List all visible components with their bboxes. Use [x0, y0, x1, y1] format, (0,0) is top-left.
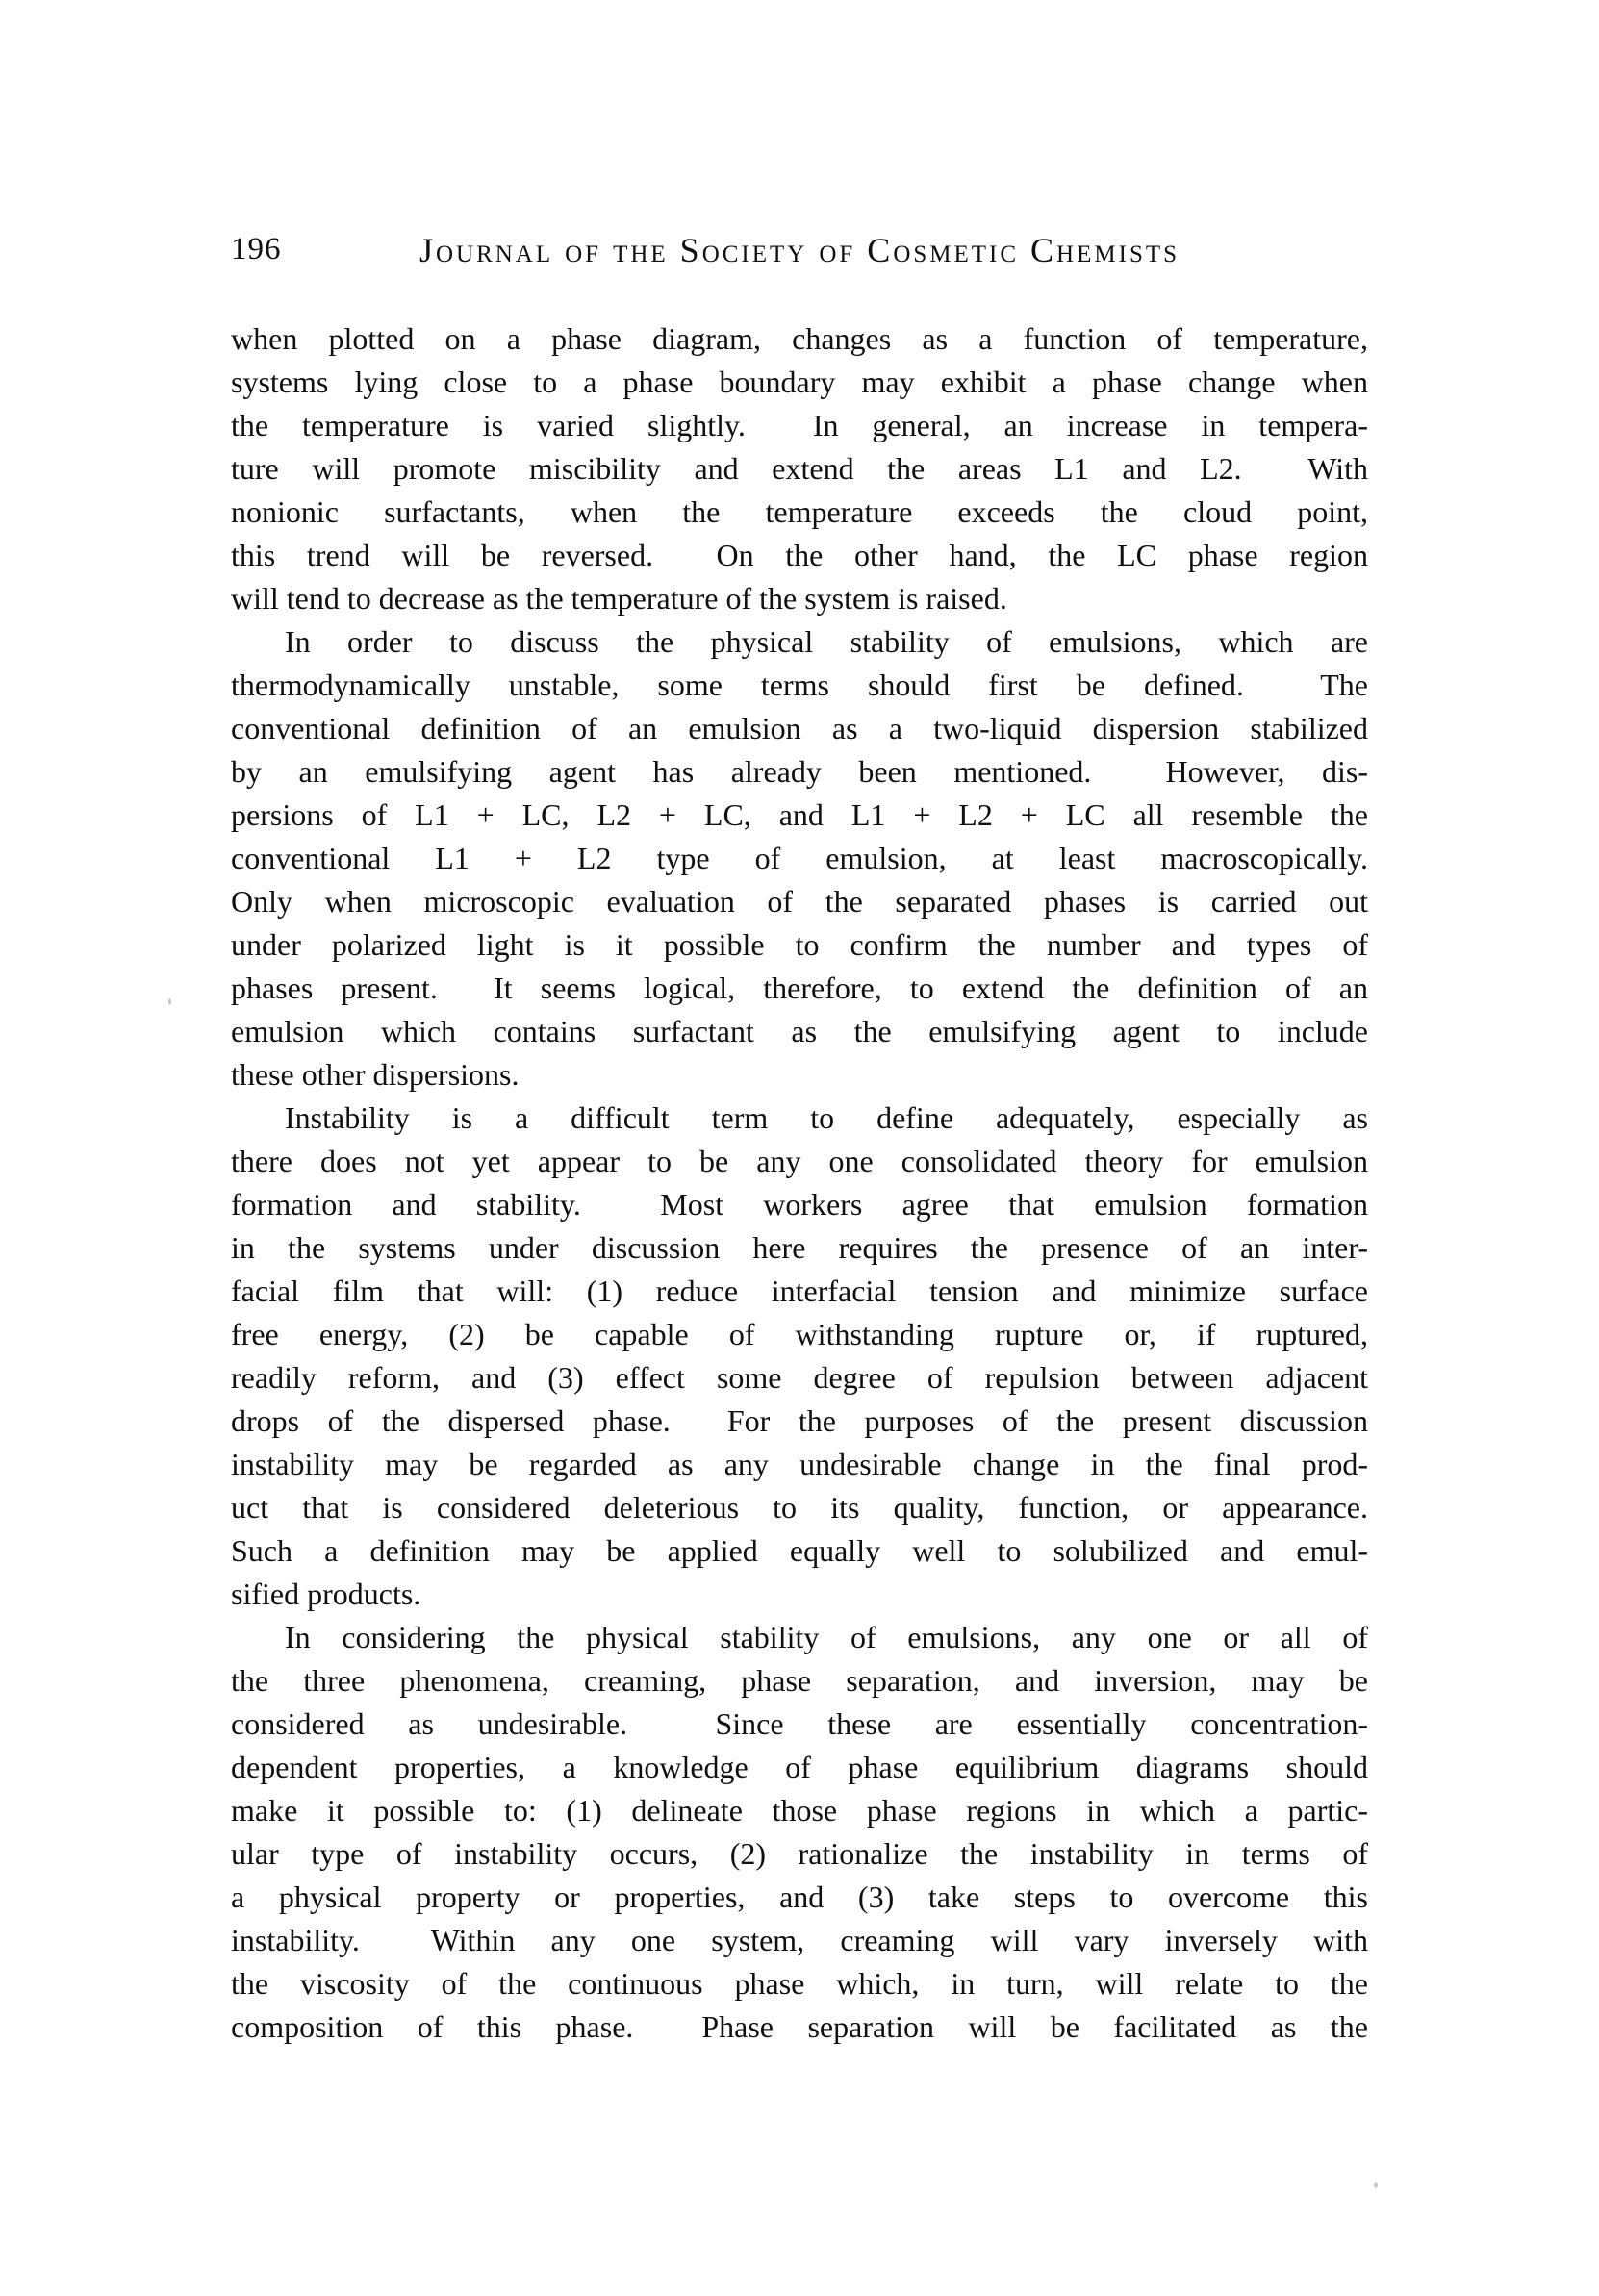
text-line: dependent properties, a knowledge of phase equilibrium diagrams should: [231, 1750, 1368, 1784]
text-line: persions of L1 + LC, L2 + LC, and L1 + L2 + LC all resemble the: [231, 797, 1368, 832]
text-line: In considering the physical stability of emulsions, any one or all of: [285, 1620, 1368, 1654]
text-line: will tend to decrease as the temperature of the system is raised.: [231, 581, 1007, 616]
text-line: phases present. It seems logical, therefore, to extend the definition of an: [231, 971, 1368, 1005]
text-line: instability. Within any one system, creaming will vary inversely with: [231, 1923, 1368, 1957]
text-line: sified products.: [231, 1577, 421, 1611]
text-line: conventional definition of an emulsion as a two-liquid dispersion stabilized: [231, 711, 1368, 745]
text-line: Such a definition may be applied equally well to solubilized and emul-: [231, 1533, 1368, 1568]
text-line: a physical property or properties, and (3) take steps to overcome this: [231, 1880, 1368, 1914]
text-line: Instability is a difficult term to define adequately, especially as: [285, 1100, 1368, 1135]
text-line: make it possible to: (1) delineate those phase regions in which a partic-: [231, 1793, 1368, 1828]
text-line: uct that is considered deleterious to its quality, function, or appearance.: [231, 1490, 1368, 1525]
text-line: when plotted on a phase diagram, changes as a function of temperature,: [231, 321, 1368, 356]
text-line: these other dispersions.: [231, 1057, 520, 1092]
text-line: there does not yet appear to be any one consolidated theory for emulsion: [231, 1144, 1368, 1178]
paragraph: [231, 620, 1368, 1097]
text-line: Only when microscopic evaluation of the separated phases is carried out: [231, 884, 1368, 919]
text-line: nonionic surfactants, when the temperature exceeds the cloud point,: [231, 494, 1368, 529]
scan-artifact: [1374, 2182, 1378, 2188]
text-line: the viscosity of the continuous phase which, in turn, will relate to the: [231, 1966, 1368, 2001]
running-head: [231, 231, 1368, 269]
page-number: 196: [231, 232, 282, 266]
text-line: readily reform, and (3) effect some degree of repulsion between adjacent: [231, 1360, 1368, 1395]
text-line: formation and stability. Most workers agree that emulsion formation: [231, 1187, 1368, 1222]
text-line: by an emulsifying agent has already been mentioned. However, dis-: [231, 754, 1368, 789]
text-line: In order to discuss the physical stability of emulsions, which are: [285, 624, 1368, 659]
paragraph: [231, 1097, 1368, 1616]
text-line: the temperature is varied slightly. In general, an increase in tempera-: [231, 408, 1368, 442]
text-line: drops of the dispersed phase. For the purposes of the present discussion: [231, 1403, 1368, 1438]
text-line: in the systems under discussion here requires the presence of an inter-: [231, 1230, 1368, 1265]
page-body: [231, 317, 1368, 2049]
text-line: considered as undesirable. Since these are essentially concentration-: [231, 1706, 1368, 1741]
text-line: emulsion which contains surfactant as the emulsifying agent to include: [231, 1014, 1368, 1048]
paragraph: [231, 1616, 1368, 2049]
text-line: ture will promote miscibility and extend the areas L1 and L2. With: [231, 451, 1368, 486]
text-line: instability may be regarded as any undesirable change in the final prod-: [231, 1447, 1368, 1481]
text-line: free energy, (2) be capable of withstanding rupture or, if ruptured,: [231, 1317, 1368, 1351]
text-line: ular type of instability occurs, (2) rationalize the instability in terms of: [231, 1836, 1368, 1871]
text-line: facial film that will: (1) reduce interfacial tension and minimize surface: [231, 1274, 1368, 1308]
text-line: systems lying close to a phase boundary may exhibit a phase change when: [231, 365, 1368, 399]
journal-title: Journal of the Society of Cosmetic Chemists: [419, 231, 1180, 269]
scan-artifact: [168, 998, 171, 1005]
text-line: thermodynamically unstable, some terms should first be defined. The: [231, 668, 1368, 702]
text-line: under polarized light is it possible to confirm the number and types of: [231, 927, 1368, 962]
text-line: this trend will be reversed. On the other hand, the LC phase region: [231, 538, 1368, 572]
text-line: conventional L1 + L2 type of emulsion, at least macroscopically.: [231, 841, 1368, 875]
text-line: the three phenomena, creaming, phase separation, and inversion, may be: [231, 1663, 1368, 1698]
text-line: composition of this phase. Phase separation will be facilitated as the: [231, 2009, 1368, 2044]
paragraph: [231, 317, 1368, 620]
